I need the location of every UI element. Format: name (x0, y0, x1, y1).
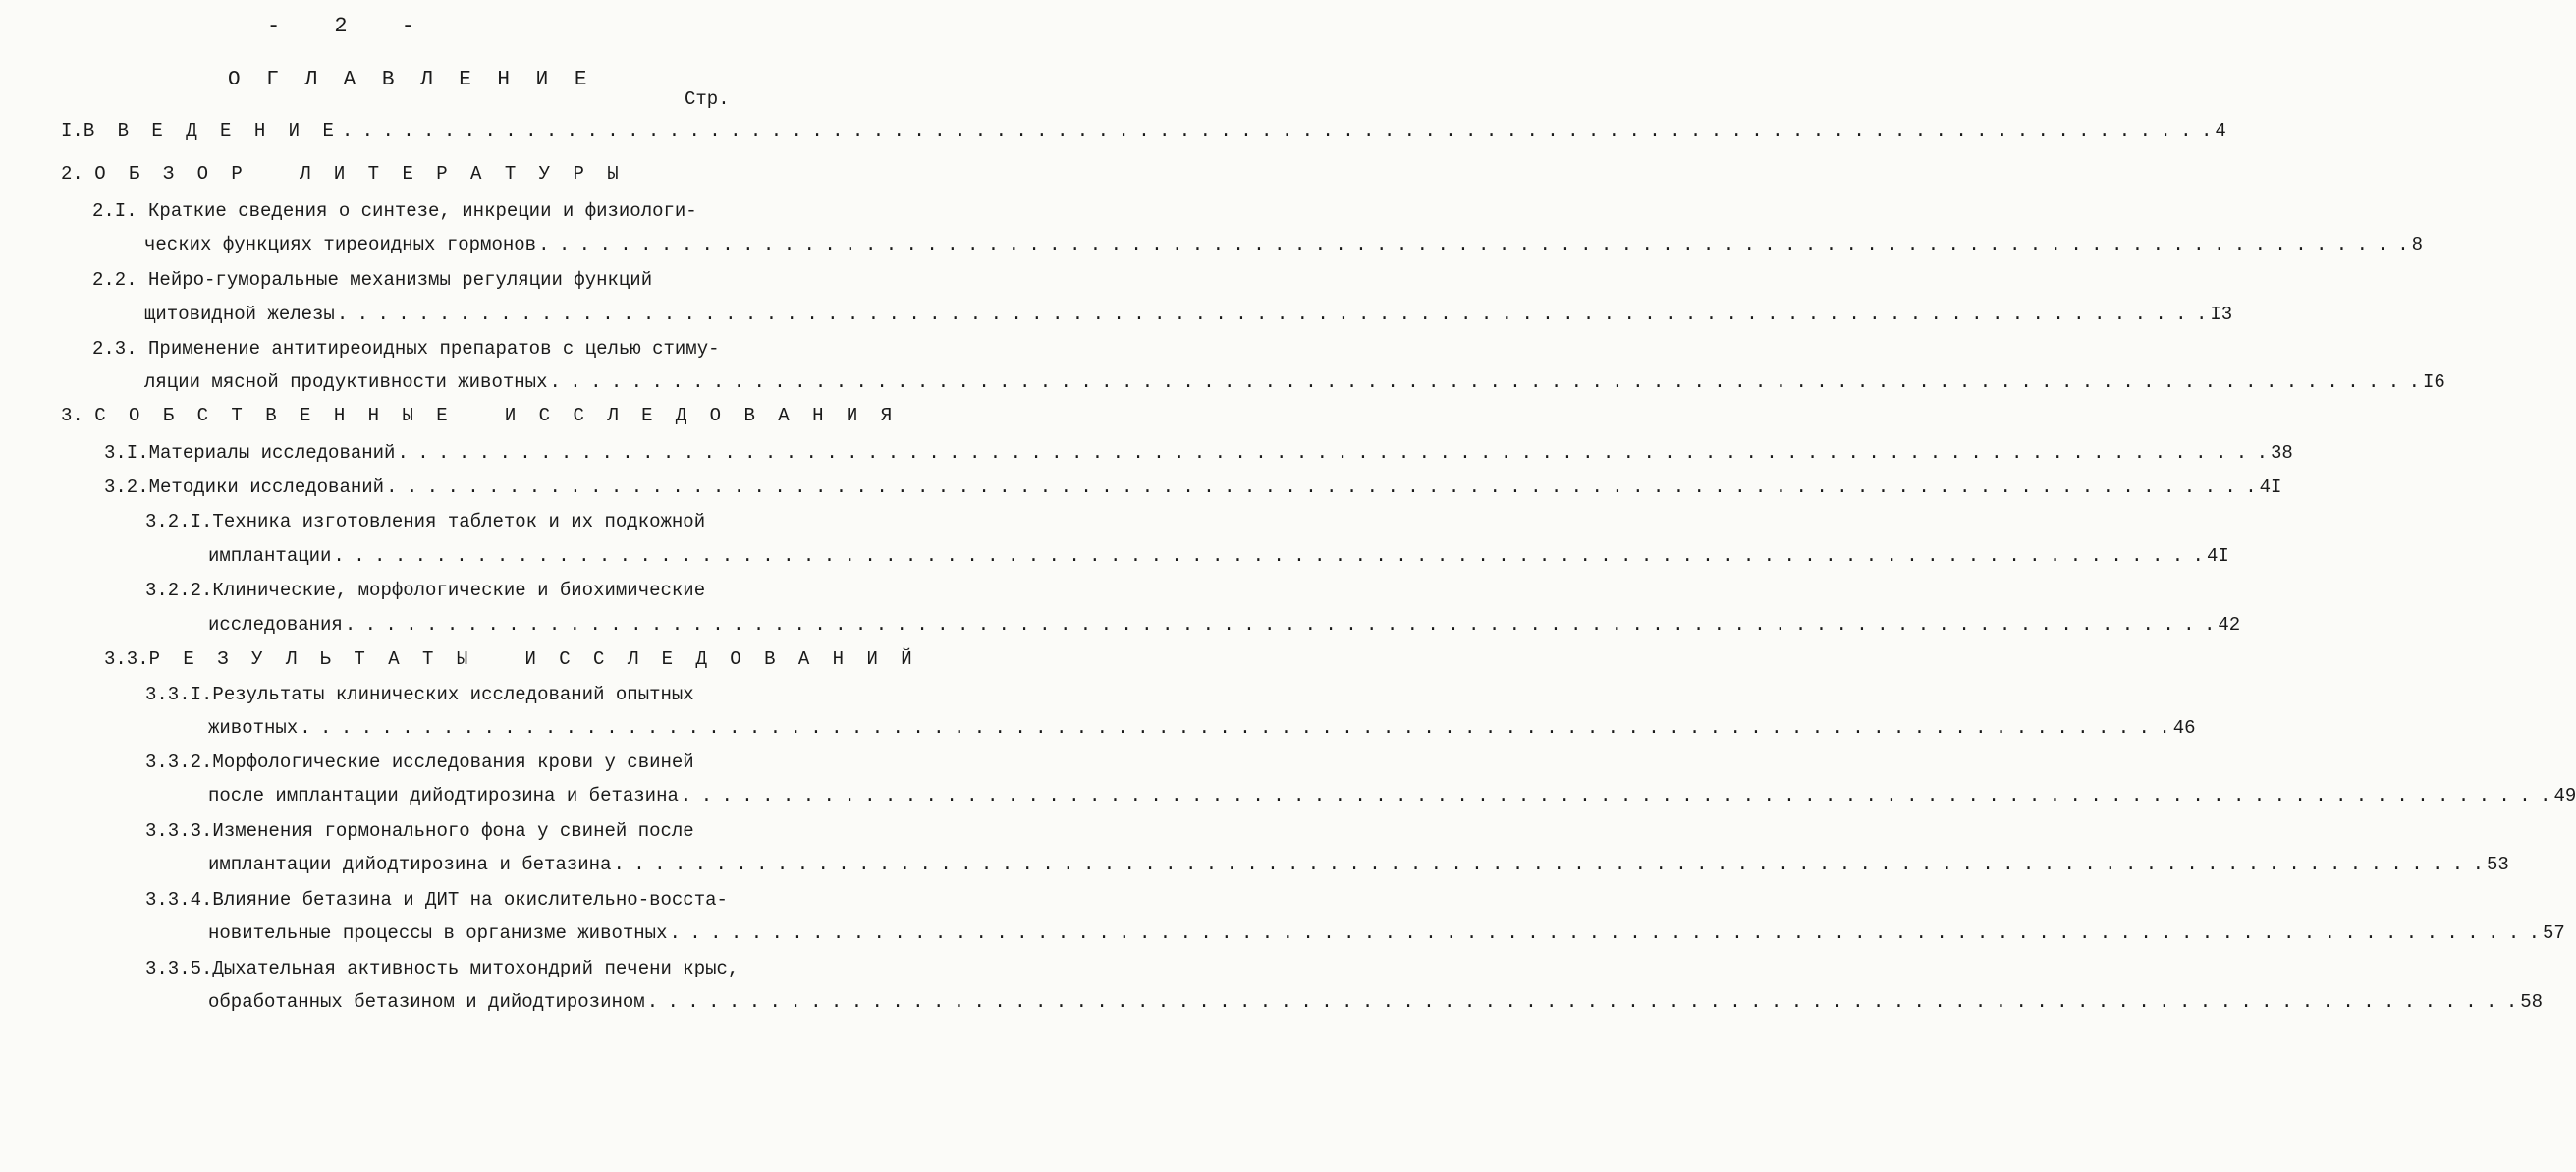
entry-number: I. (61, 120, 83, 141)
toc-entry-2-1-line1 (92, 200, 697, 222)
entry-title-continued: новительные процессы в организме животных (208, 922, 668, 944)
entry-number: 3.3.4. (145, 889, 213, 911)
dot-leader (300, 717, 2169, 739)
page-number-header (267, 14, 414, 38)
entry-page: 4 (2215, 120, 2226, 141)
toc-section-review (61, 163, 625, 185)
dot-leader (538, 234, 2408, 255)
dot-leader (333, 545, 2203, 567)
entry-number: 2. (61, 163, 83, 185)
entry-page: 38 (2271, 442, 2293, 464)
entry-title: Применение антитиреоидных препаратов с целью стиму- (148, 338, 720, 360)
entry-title-continued: имплантации (208, 545, 332, 567)
dot-leader (345, 614, 2215, 636)
toc-entry-intro (61, 120, 2226, 149)
entry-title: Нейро-гуморальные механизмы регуляции функций (148, 269, 653, 291)
entry-title: Морфологические исследования крови у свиней (212, 752, 694, 773)
toc-entry-3-2-1-line1 (145, 511, 705, 532)
entry-number: 3.3.I. (145, 684, 213, 705)
toc-entry-3-2-2-line1 (145, 580, 705, 601)
toc-entry-3-3-2-line1 (145, 752, 694, 773)
entry-page: 49 (2553, 785, 2576, 807)
dot-leader (669, 922, 2539, 944)
entry-title: С О Б С Т В Е Н Н Ы Е И С С Л Е Д О В А Н И Я (94, 405, 899, 426)
toc-entry-3-3-2-line2 (208, 785, 2576, 814)
entry-page: 8 (2411, 234, 2424, 255)
entry-number: 3.2.2. (145, 580, 213, 601)
entry-title-continued: ческих функциях тиреоидных гормонов (144, 234, 537, 255)
dot-leader (342, 120, 2212, 141)
entry-number: 3.3.5. (145, 958, 213, 979)
entry-page: 53 (2487, 854, 2509, 875)
entry-title: В В Е Д Е Н И Е (82, 120, 340, 141)
entry-title: Р Е З У Л Ь Т А Т Ы И С С Л Е Д О В А Н И Й (148, 648, 918, 670)
toc-entry-3-3-5-line2 (208, 991, 2544, 1021)
dash-right: - (401, 14, 414, 38)
entry-title-continued: ляции мясной продуктивности животных (144, 371, 548, 393)
toc-entry-2-2-line2 (144, 304, 2233, 333)
entry-title-continued: животных (208, 717, 299, 739)
toc-entry-3-2-2-line2 (208, 614, 2241, 643)
entry-title: Краткие сведения о синтезе, инкреции и физиологи- (148, 200, 697, 222)
dot-leader (681, 785, 2550, 807)
entry-number: 2.I. (92, 200, 137, 222)
entry-page: 58 (2520, 991, 2544, 1013)
page-column-label: Стр. (685, 88, 730, 110)
entry-number: 3.3.2. (145, 752, 213, 773)
entry-title-continued: имплантации дийодтирозина и бетазина (208, 854, 612, 875)
entry-number: 3.I. (104, 442, 149, 464)
toc-entry-3-3-5-line1 (145, 958, 739, 979)
toc-entry-3-3-1-line2 (208, 717, 2196, 747)
entry-number: 3.3. (104, 648, 149, 670)
toc-entry-2-1-line2 (144, 234, 2424, 263)
page-title: О Г Л А В Л Е Н И Е (228, 69, 594, 91)
toc-entry-3-2-1-line2 (208, 545, 2229, 575)
toc-entry-3-3-3-line1 (145, 820, 694, 842)
entry-title: О Б З О Р Л И Т Е Р А Т У Р Ы (94, 163, 625, 185)
dot-leader (647, 991, 2517, 1013)
toc-entry-3-2 (104, 476, 2282, 506)
entry-number: 2.3. (92, 338, 137, 360)
entry-page: I6 (2423, 371, 2445, 393)
entry-title: Техника изготовления таблеток и их подкожной (212, 511, 706, 532)
entry-title: Влияние бетазина и ДИТ на окислительно-восста- (212, 889, 728, 911)
entry-number: 3.2.I. (145, 511, 213, 532)
entry-title-continued: щитовидной железы (144, 304, 335, 325)
toc-entry-2-2-line1 (92, 269, 652, 291)
entry-number: 3.3.3. (145, 820, 213, 842)
dot-leader (397, 442, 2267, 464)
entry-title: Дыхательная активность митохондрий печени крыс, (212, 958, 740, 979)
dot-leader (549, 371, 2419, 393)
entry-title-continued: исследования (208, 614, 343, 636)
dot-leader (337, 304, 2207, 325)
entry-page: I3 (2210, 304, 2233, 325)
toc-entry-3-3-3-line2 (208, 854, 2509, 883)
entry-page: 4I (2206, 545, 2229, 567)
dot-leader (613, 854, 2483, 875)
toc-section-results (104, 648, 918, 670)
toc-entry-2-3-line1 (92, 338, 720, 360)
toc-entry-3-1 (104, 442, 2293, 472)
page-number: 2 (334, 14, 348, 38)
entry-title: Клинические, морфологические и биохимические (212, 580, 706, 601)
toc-entry-3-3-1-line1 (145, 684, 694, 705)
entry-title: Методики исследований (148, 476, 385, 498)
dot-leader (386, 476, 2256, 498)
entry-title-continued: обработанных бетазином и дийодтирозином (208, 991, 645, 1013)
entry-title: Изменения гормонального фона у свиней после (212, 820, 694, 842)
entry-page: 4I (2259, 476, 2282, 498)
dash-left: - (267, 14, 281, 38)
entry-title: Результаты клинических исследований опытных (212, 684, 694, 705)
entry-title-continued: после имплантации дийодтирозина и бетазина (208, 785, 679, 807)
entry-page: 42 (2218, 614, 2241, 636)
entry-page: 46 (2172, 717, 2196, 739)
entry-number: 3. (61, 405, 83, 426)
toc-entry-3-3-4-line2 (208, 922, 2565, 952)
entry-page: 57 (2543, 922, 2565, 944)
toc-entry-3-3-4-line1 (145, 889, 728, 911)
entry-title: Материалы исследований (148, 442, 396, 464)
entry-number: 2.2. (92, 269, 137, 291)
entry-number: 3.2. (104, 476, 149, 498)
toc-section-own-research (61, 405, 898, 426)
toc-entry-2-3-line2 (144, 371, 2445, 401)
